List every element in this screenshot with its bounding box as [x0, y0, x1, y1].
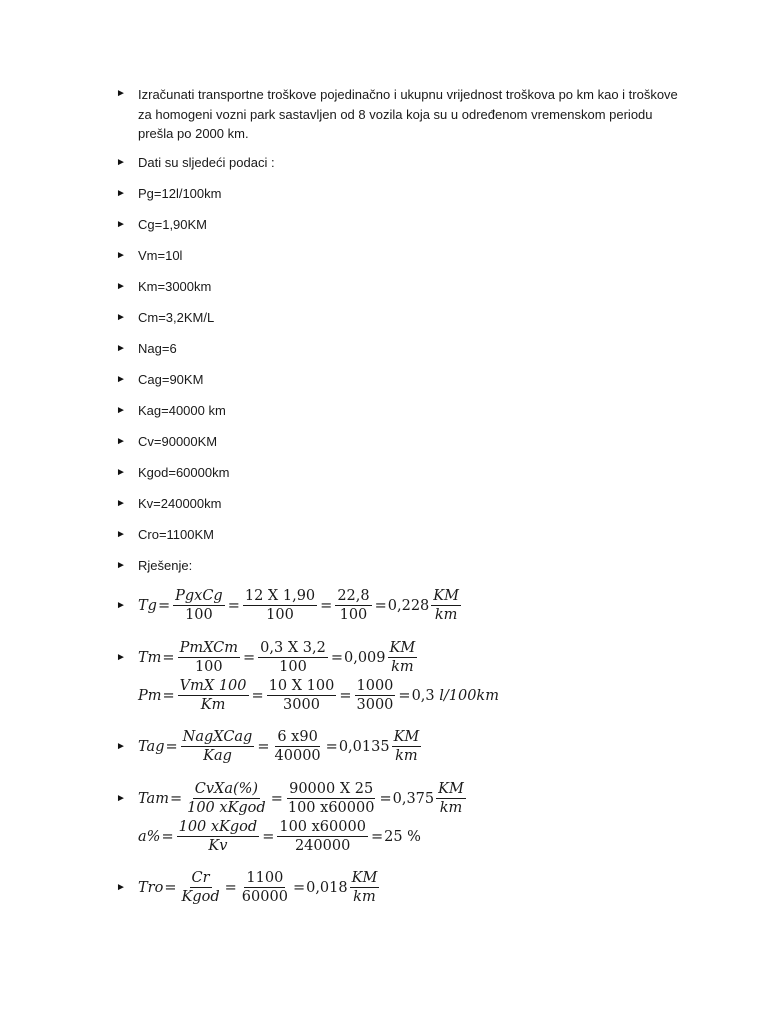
- bullet-icon: ►: [116, 219, 126, 230]
- eq-result: 0,009: [343, 649, 386, 666]
- fraction: $\frac{Cr}{\text{Kgod}}$: [181, 870, 220, 905]
- bullet-icon: ►: [116, 793, 126, 804]
- data-item: Cv=90000KM: [138, 434, 218, 449]
- data-item: Cro=1100KM: [138, 527, 214, 542]
- data-item: Cag=90KM: [138, 372, 204, 387]
- bullet-icon: ►: [116, 652, 126, 663]
- data-item: Cg=1,90KM: [138, 217, 208, 232]
- fraction: $\frac{12 X 1,90}{100}$: [244, 588, 316, 623]
- eq-result: 0,0135: [338, 738, 390, 755]
- fraction: $\frac{\text{100 xKgod}}{Kv}$: [178, 819, 258, 854]
- fraction: $\frac{0,3 X 3,2}{100}$: [260, 640, 326, 675]
- eq-result: 0,375: [392, 790, 435, 807]
- equation-tag: Tag = $\frac{\text{NagXCag}}{\text{Kag}}$ = $\frac{6 x90}{40000}$ = 0,0135 $\frac{KM}{km}$: [138, 729, 420, 764]
- bullet-icon: ►: [116, 467, 126, 478]
- fraction: $\frac{\text{NagXCag}}{\text{Kag}}$: [182, 729, 253, 764]
- fraction: $\frac{\text{VmX 100}}{Km}$: [179, 678, 247, 713]
- eq-lhs: a%: [138, 828, 161, 845]
- unit-fraction: $\frac{KM}{km}$: [393, 729, 420, 764]
- bullet-icon: ►: [116, 281, 126, 292]
- eq-lhs: Tag: [138, 738, 165, 755]
- bullet-icon: ►: [116, 312, 126, 323]
- bullet-icon: ►: [116, 250, 126, 261]
- bullet-icon: ►: [116, 529, 126, 540]
- eq-result: 0,228: [387, 597, 430, 614]
- data-item: Vm=10l: [138, 248, 183, 263]
- bullet-icon: ►: [116, 188, 126, 199]
- data-item: Pg=12l/100km: [138, 186, 222, 201]
- data-item: Nag=6: [138, 341, 177, 356]
- eq-lhs: Tg: [138, 597, 157, 614]
- bullet-icon: ►: [116, 436, 126, 447]
- bullet-icon: ►: [116, 560, 126, 571]
- fraction: $\frac{\text{PmXCm}}{100}$: [179, 640, 238, 675]
- data-item: Cm=3,2KM/L: [138, 310, 215, 325]
- equation-tm: Tm = $\frac{\text{PmXCm}}{100}$ = $\frac{0,3 X 3,2}{100}$ = 0,009 $\frac{KM}{km}$: [138, 640, 416, 675]
- equation-tg: Tg = $\frac{\text{PgxCg}}{100}$ = $\frac{12 X 1,90}{100}$ = $\frac{22,8}{100}$ = 0,228 $\frac{KM}{km}$: [138, 588, 459, 623]
- fraction: $\frac{1000}{3000}$: [356, 678, 394, 713]
- eq-lhs: Tro: [138, 879, 164, 896]
- eq-result: 0,3: [411, 687, 435, 704]
- equation-pm: Pm = $\frac{\text{VmX 100}}{Km}$ = $\frac{10 X 100}{3000}$ = $\frac{1000}{3000}$ = 0,3 l/100km: [138, 678, 499, 713]
- fraction: $\frac{100 x60000}{240000}$: [279, 819, 366, 854]
- unit-fraction: $\frac{KM}{km}$: [433, 588, 459, 623]
- task-description: Izračunati transportne troškove pojedinačno i ukupnu vrijednost troškova po km kao i troškove za homogeni vozni park sastavljen od 8 vozila koja su u određenom vremenskom periodu prešla po 2000 km.: [138, 87, 678, 141]
- bullet-icon: ►: [116, 600, 126, 611]
- bullet-icon: ►: [116, 374, 126, 385]
- eq-result: 25 %: [384, 828, 421, 845]
- bullet-icon: ►: [116, 405, 126, 416]
- solution-header: Rješenje:: [138, 558, 193, 573]
- equation-a-percent: a% = $\frac{\text{100 xKgod}}{Kv}$ = $\frac{100 x60000}{240000}$ = 25 %: [138, 819, 421, 854]
- bullet-icon: ►: [116, 741, 126, 752]
- unit-fraction: $\frac{KM}{km}$: [389, 640, 416, 675]
- unit-fraction: $\frac{KM}{km}$: [351, 870, 378, 905]
- eq-result: 0,018: [306, 879, 348, 896]
- fraction: $\frac{\text{PgxCg}}{100}$: [175, 588, 223, 623]
- unit-fraction: $\frac{KM}{km}$: [438, 781, 464, 816]
- eq-result-unit: l/100km: [439, 687, 499, 704]
- bullet-icon: ►: [116, 882, 126, 893]
- fraction: $\frac{1100}{60000}$: [241, 870, 288, 905]
- given-data-header: Dati su sljedeći podaci :: [138, 155, 275, 170]
- equation-tam: Tam = $\frac{\text{CvXa(\%)}}{\text{100 xKgod}}$ = $\frac{90000 X 25}{100 x60000}$ = 0,375 $\frac{KM}{km}$: [138, 781, 464, 816]
- bullet-icon: ►: [116, 157, 126, 168]
- fraction: $\frac{\text{CvXa(\%)}}{\text{100 xKgod}}$: [187, 781, 266, 816]
- equation-tro: Tro = $\frac{Cr}{\text{Kgod}}$ = $\frac{1100}{60000}$ = 0,018 $\frac{KM}{km}$: [138, 870, 378, 905]
- data-item: Kag=40000 km: [138, 403, 226, 418]
- bullet-icon: ►: [116, 498, 126, 509]
- fraction: $\frac{6 x90}{40000}$: [274, 729, 321, 764]
- fraction: $\frac{10 X 100}{3000}$: [268, 678, 335, 713]
- eq-lhs: Tm: [138, 649, 162, 666]
- data-item: Km=3000km: [138, 279, 212, 294]
- bullet-icon: ►: [116, 343, 126, 354]
- fraction: $\frac{90000 X 25}{100 x60000}$: [287, 781, 375, 816]
- fraction: $\frac{22,8}{100}$: [337, 588, 370, 623]
- bullet-icon: ►: [116, 88, 126, 99]
- eq-lhs: Pm: [138, 687, 162, 704]
- data-item: Kgod=60000km: [138, 465, 230, 480]
- eq-lhs: Tam: [138, 790, 169, 807]
- data-item: Kv=240000km: [138, 496, 222, 511]
